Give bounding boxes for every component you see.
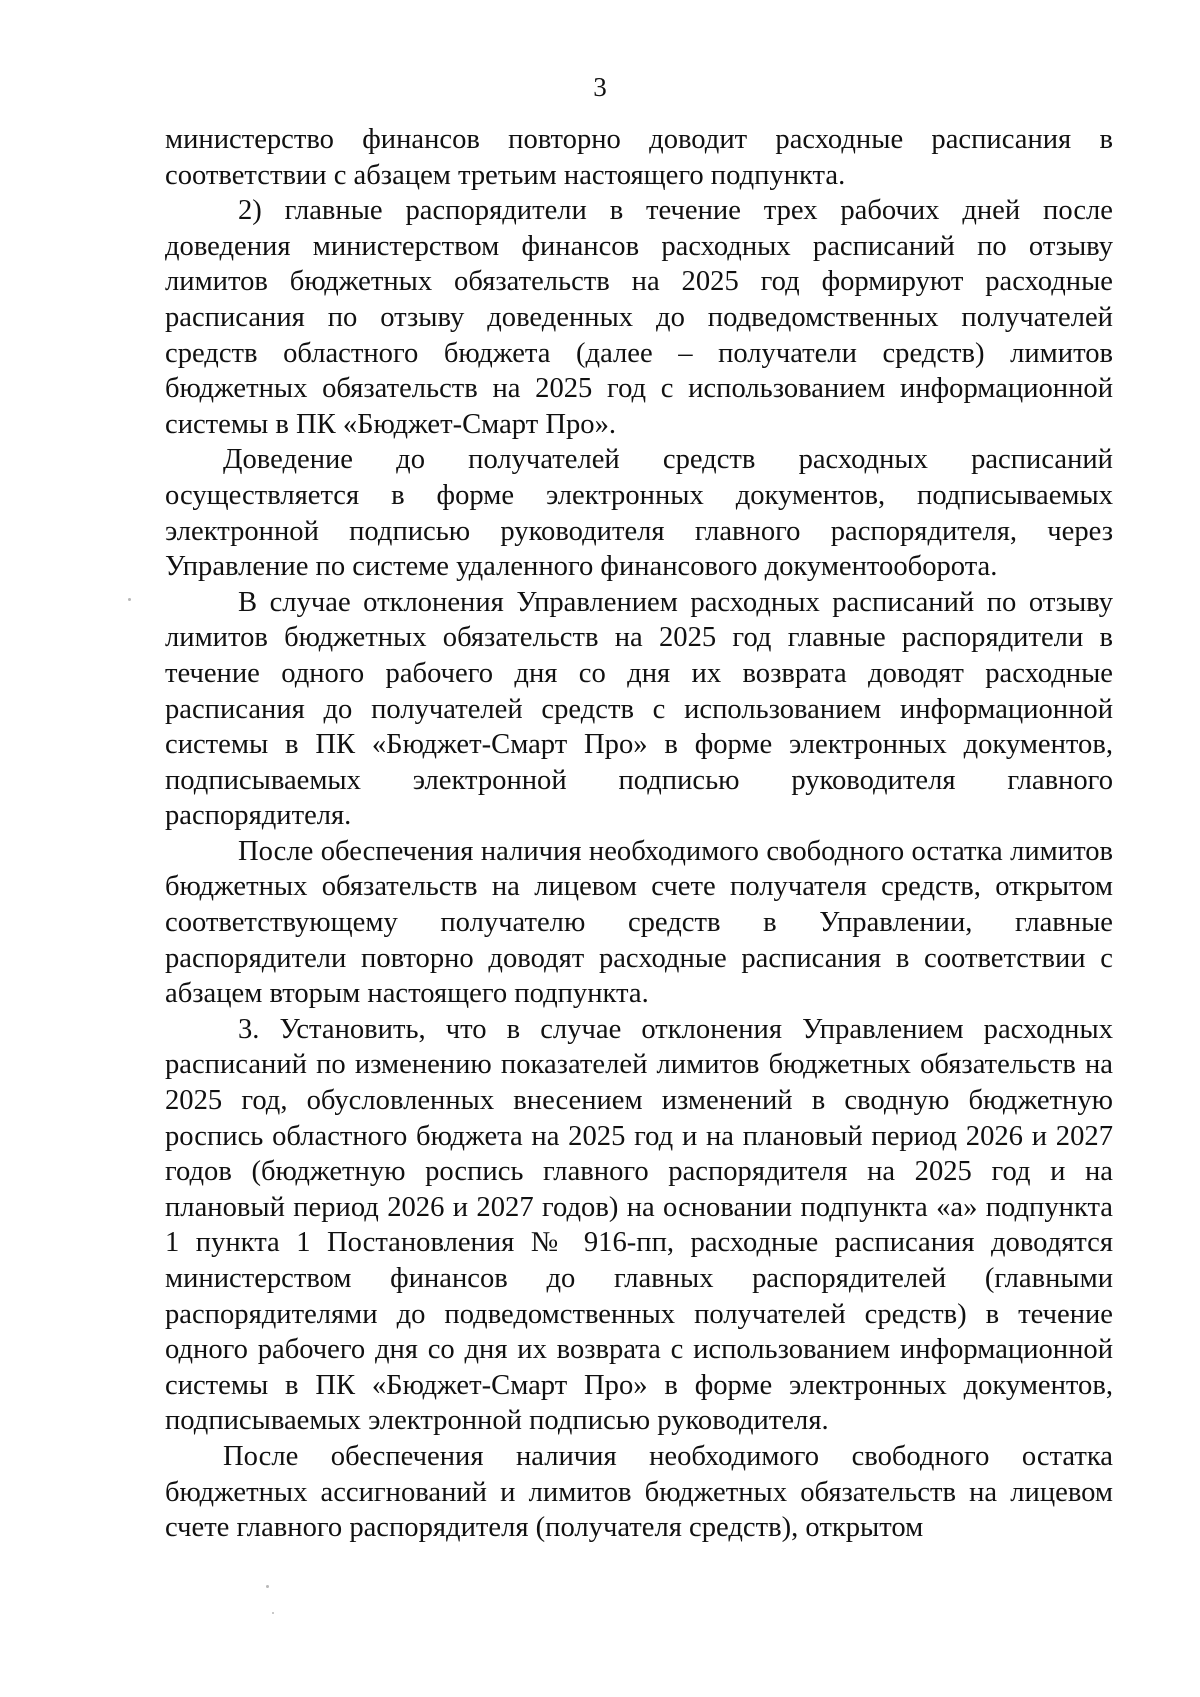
paragraph-2: 2) главные распорядители в течение трех рабочих дней после доведения министерством финансов расходных расписаний по отзыву лимитов бюджетных обязательств на 2025 год формируют расходные расписания по отзыву доведенных до подведомственных получателей средств областного бюджета (далее – получатели средств) лимитов бюджетных обязательств на 2025 год с использованием информационной системы в ПК «Бюджет-Смарт Про».	[165, 195, 1113, 440]
paragraph-3: Доведение до получателей средств расходных расписаний осуществляется в форме электронных документов, подписываемых электронной подписью руководителя главного распорядителя, через Управление по системе удаленного финансового документооборота.	[165, 444, 1113, 583]
paragraph-5: После обеспечения наличия необходимого свободного остатка лимитов бюджетных обязательств на лицевом счете получателя средств, открытом соответствующему получателю средств в Управлении, главные распорядители повторно доводят расходные расписания в соответствии с абзацем вторым настоящего подпункта.	[165, 835, 1113, 1010]
scan-speck	[272, 1612, 274, 1614]
paragraph-7: После обеспечения наличия необходимого свободного остатка бюджетных ассигнований и лимитов бюджетных обязательств на лицевом счете главного распорядителя (получателя средств), открытом	[165, 1440, 1113, 1544]
scan-speck	[128, 598, 131, 601]
paragraph-1: министерство финансов повторно доводит расходные расписания в соответствии с абзацем третьим настоящего подпункта.	[165, 124, 1113, 191]
paragraph-6: 3. Установить, что в случае отклонения Управлением расходных расписаний по изменению показателей лимитов бюджетных обязательств на 2025 год, обусловленных внесением изменений в сводную бюджетную роспись областного бюджета на 2025 год и на плановый период 2026 и 2027 годов (бюджетную роспись главного распорядителя на 2025 год и на плановый период 2026 и 2027 годов) на основании подпункта «а» подпункта 1 пункта 1 Постановления № 916-пп, расходные расписания доводятся министерством финансов до главных распорядителей (главными распорядителями до подведомственных получателей средств) в течение одного рабочего дня со дня их возврата с использованием информационной системы в ПК «Бюджет-Смарт Про» в форме электронных документов, подписываемых электронной подписью руководителя.	[165, 1013, 1113, 1437]
scan-speck	[266, 1585, 269, 1588]
document-body	[165, 122, 1113, 1546]
paragraph-4: В случае отклонения Управлением расходных расписаний по отзыву лимитов бюджетных обязательств на 2025 год главные распорядители в течение одного рабочего дня со дня их возврата доводят расходные расписания до получателей средств с использованием информационной системы в ПК «Бюджет-Смарт Про» в форме электронных документов, подписываемых электронной подписью руководителя главного распорядителя.	[165, 586, 1113, 832]
page-number: 3	[593, 72, 607, 102]
